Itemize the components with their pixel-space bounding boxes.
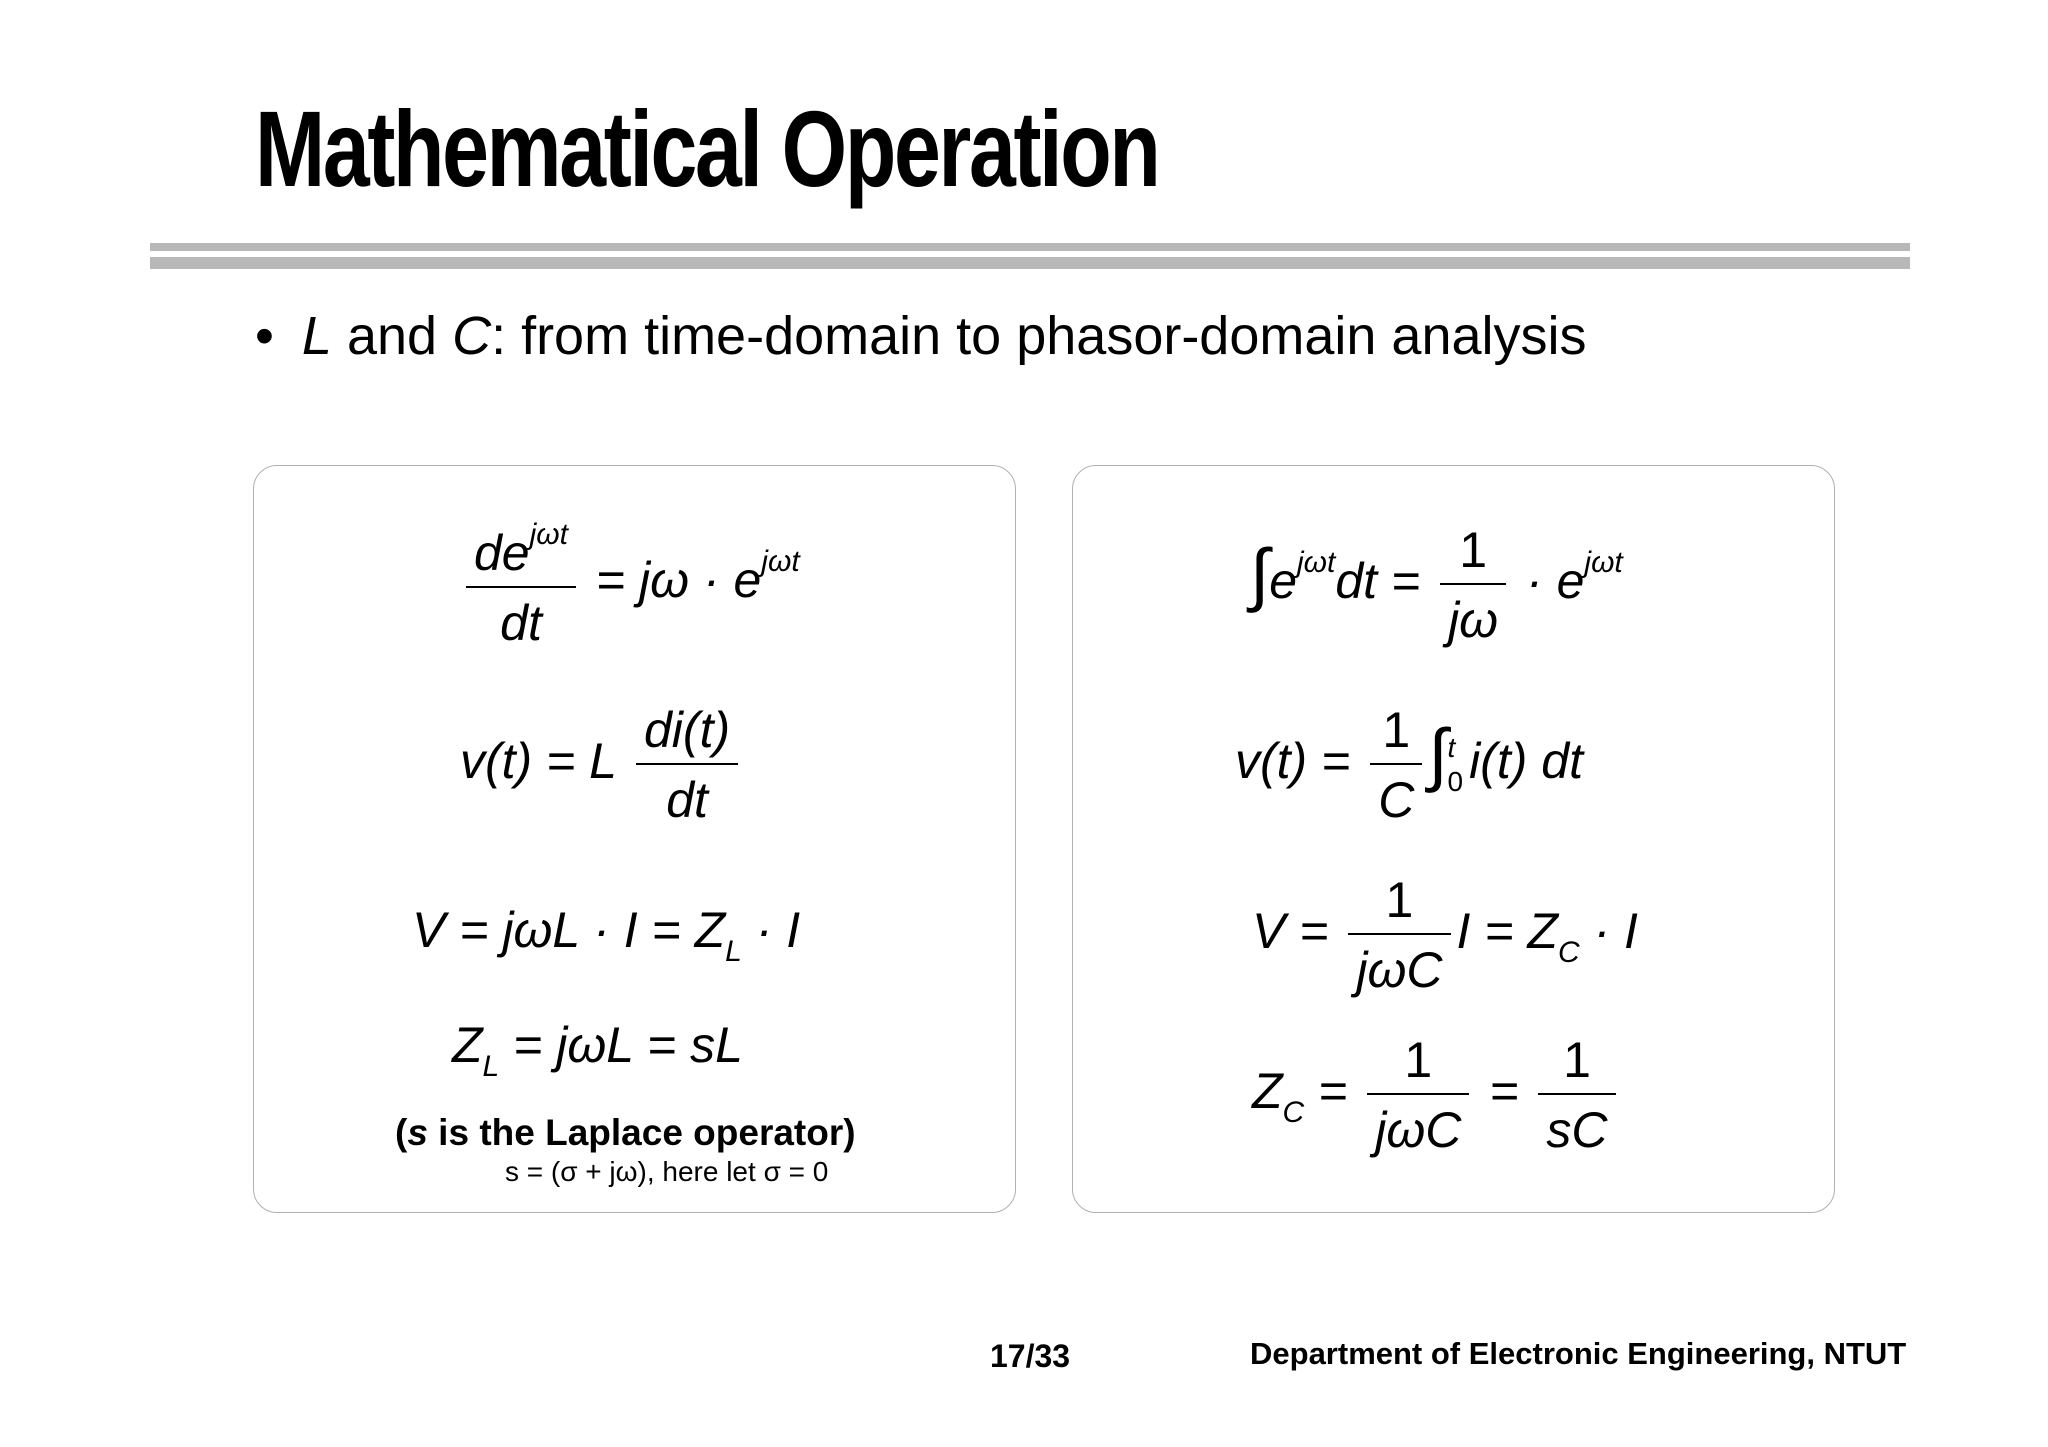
right-eq4-fraction1	[1367, 1032, 1469, 1158]
left-eq4-lhs: Z	[452, 1017, 483, 1073]
right-eq2-lhs: v(t) =	[1235, 733, 1351, 790]
left-eq2-lhs: v(t) = L	[460, 733, 617, 790]
right-eq4	[1252, 1032, 1622, 1158]
left-eq4-rhs: = jωL = sL	[499, 1017, 743, 1073]
laplace-definition: s = (σ + jω), here let σ = 0	[505, 1156, 829, 1187]
left-eq1-num: de	[474, 525, 530, 581]
right-eq1-integral: ∫	[1250, 535, 1270, 614]
bullet-text: : from time-domain to phasor-domain analysis	[491, 306, 1587, 366]
right-eq3-den: jωC	[1356, 942, 1443, 998]
right-eq4-den2: sC	[1546, 1102, 1608, 1158]
left-eq3-sub: L	[725, 935, 742, 968]
title-divider-top	[150, 243, 1910, 251]
left-eq1-exp: jωt	[529, 518, 568, 551]
left-eq2	[460, 702, 744, 828]
left-eq4-sub: L	[482, 1050, 500, 1083]
right-eq4-den1: jωC	[1375, 1102, 1462, 1158]
right-eq4-sub: C	[1282, 1096, 1305, 1130]
left-eq4	[452, 1017, 743, 1083]
right-eq2-den: C	[1378, 772, 1415, 828]
title-divider-bottom	[150, 257, 1910, 269]
left-eq1-fraction	[466, 518, 576, 651]
right-eq1-dt: dt =	[1335, 553, 1421, 610]
right-eq2-num: 1	[1370, 705, 1422, 765]
right-eq4-eq1: =	[1318, 1063, 1348, 1120]
slide-title: Mathematical Operation	[255, 88, 1159, 209]
right-eq4-num1: 1	[1367, 1035, 1469, 1095]
left-eq1-rhs: = jω · e	[595, 552, 762, 609]
bullet-L: L	[301, 306, 332, 366]
laplace-note-open: (	[395, 1112, 408, 1153]
right-eq3	[1252, 872, 1638, 998]
right-eq3-sub: C	[1557, 936, 1580, 970]
right-eq2-integral: ∫	[1428, 715, 1448, 794]
right-eq1-num: 1	[1440, 525, 1506, 585]
right-eq3-tail: · I	[1579, 903, 1638, 960]
right-eq1-tail: · e	[1526, 553, 1585, 610]
left-eq2-fraction	[636, 702, 738, 828]
left-eq3-text: V = jωL · I = Z	[412, 902, 726, 958]
bullet-marker: •	[255, 306, 274, 366]
right-eq1-den: jω	[1448, 592, 1499, 648]
right-eq4-fraction2	[1538, 1032, 1615, 1158]
left-eq1	[460, 518, 800, 651]
right-eq2-lower: 0	[1447, 766, 1464, 797]
right-eq1	[1250, 522, 1623, 648]
bullet-item	[255, 305, 1587, 367]
right-eq2-fraction	[1370, 702, 1422, 828]
right-eq1-fraction	[1440, 522, 1506, 648]
right-eq3-num: 1	[1348, 875, 1450, 935]
right-eq3-mid: I = Z	[1456, 903, 1558, 960]
left-eq1-den: dt	[500, 595, 542, 651]
laplace-note-s: s	[407, 1112, 428, 1153]
laplace-note	[395, 1112, 856, 1154]
right-eq2	[1235, 702, 1583, 828]
page-number: 17/33	[990, 1338, 1071, 1374]
right-eq4-eq2: =	[1489, 1063, 1519, 1120]
right-eq2-upper: t	[1447, 732, 1456, 764]
department-label: Department of Electronic Engineering, NTUT	[1250, 1336, 1907, 1371]
right-eq3-fraction	[1348, 872, 1450, 998]
left-eq2-num: di(t)	[636, 705, 738, 765]
right-eq1-e: e	[1269, 553, 1297, 610]
right-eq4-num2: 1	[1538, 1035, 1615, 1095]
right-eq3-lhs: V =	[1252, 903, 1329, 960]
right-eq1-exp: jωt	[1297, 546, 1336, 580]
left-eq1-rhs-exp: jωt	[761, 545, 800, 579]
bullet-and: and	[331, 306, 453, 366]
right-eq1-tail-exp: jωt	[1584, 546, 1623, 580]
left-eq3	[412, 902, 801, 968]
left-eq3-tail: · I	[741, 902, 801, 958]
right-eq4-lhs: Z	[1252, 1063, 1283, 1120]
left-eq2-den: dt	[666, 772, 708, 828]
laplace-note-text: is the Laplace operator)	[427, 1112, 856, 1153]
bullet-C: C	[452, 306, 492, 366]
right-eq2-tail: i(t) dt	[1469, 733, 1583, 790]
